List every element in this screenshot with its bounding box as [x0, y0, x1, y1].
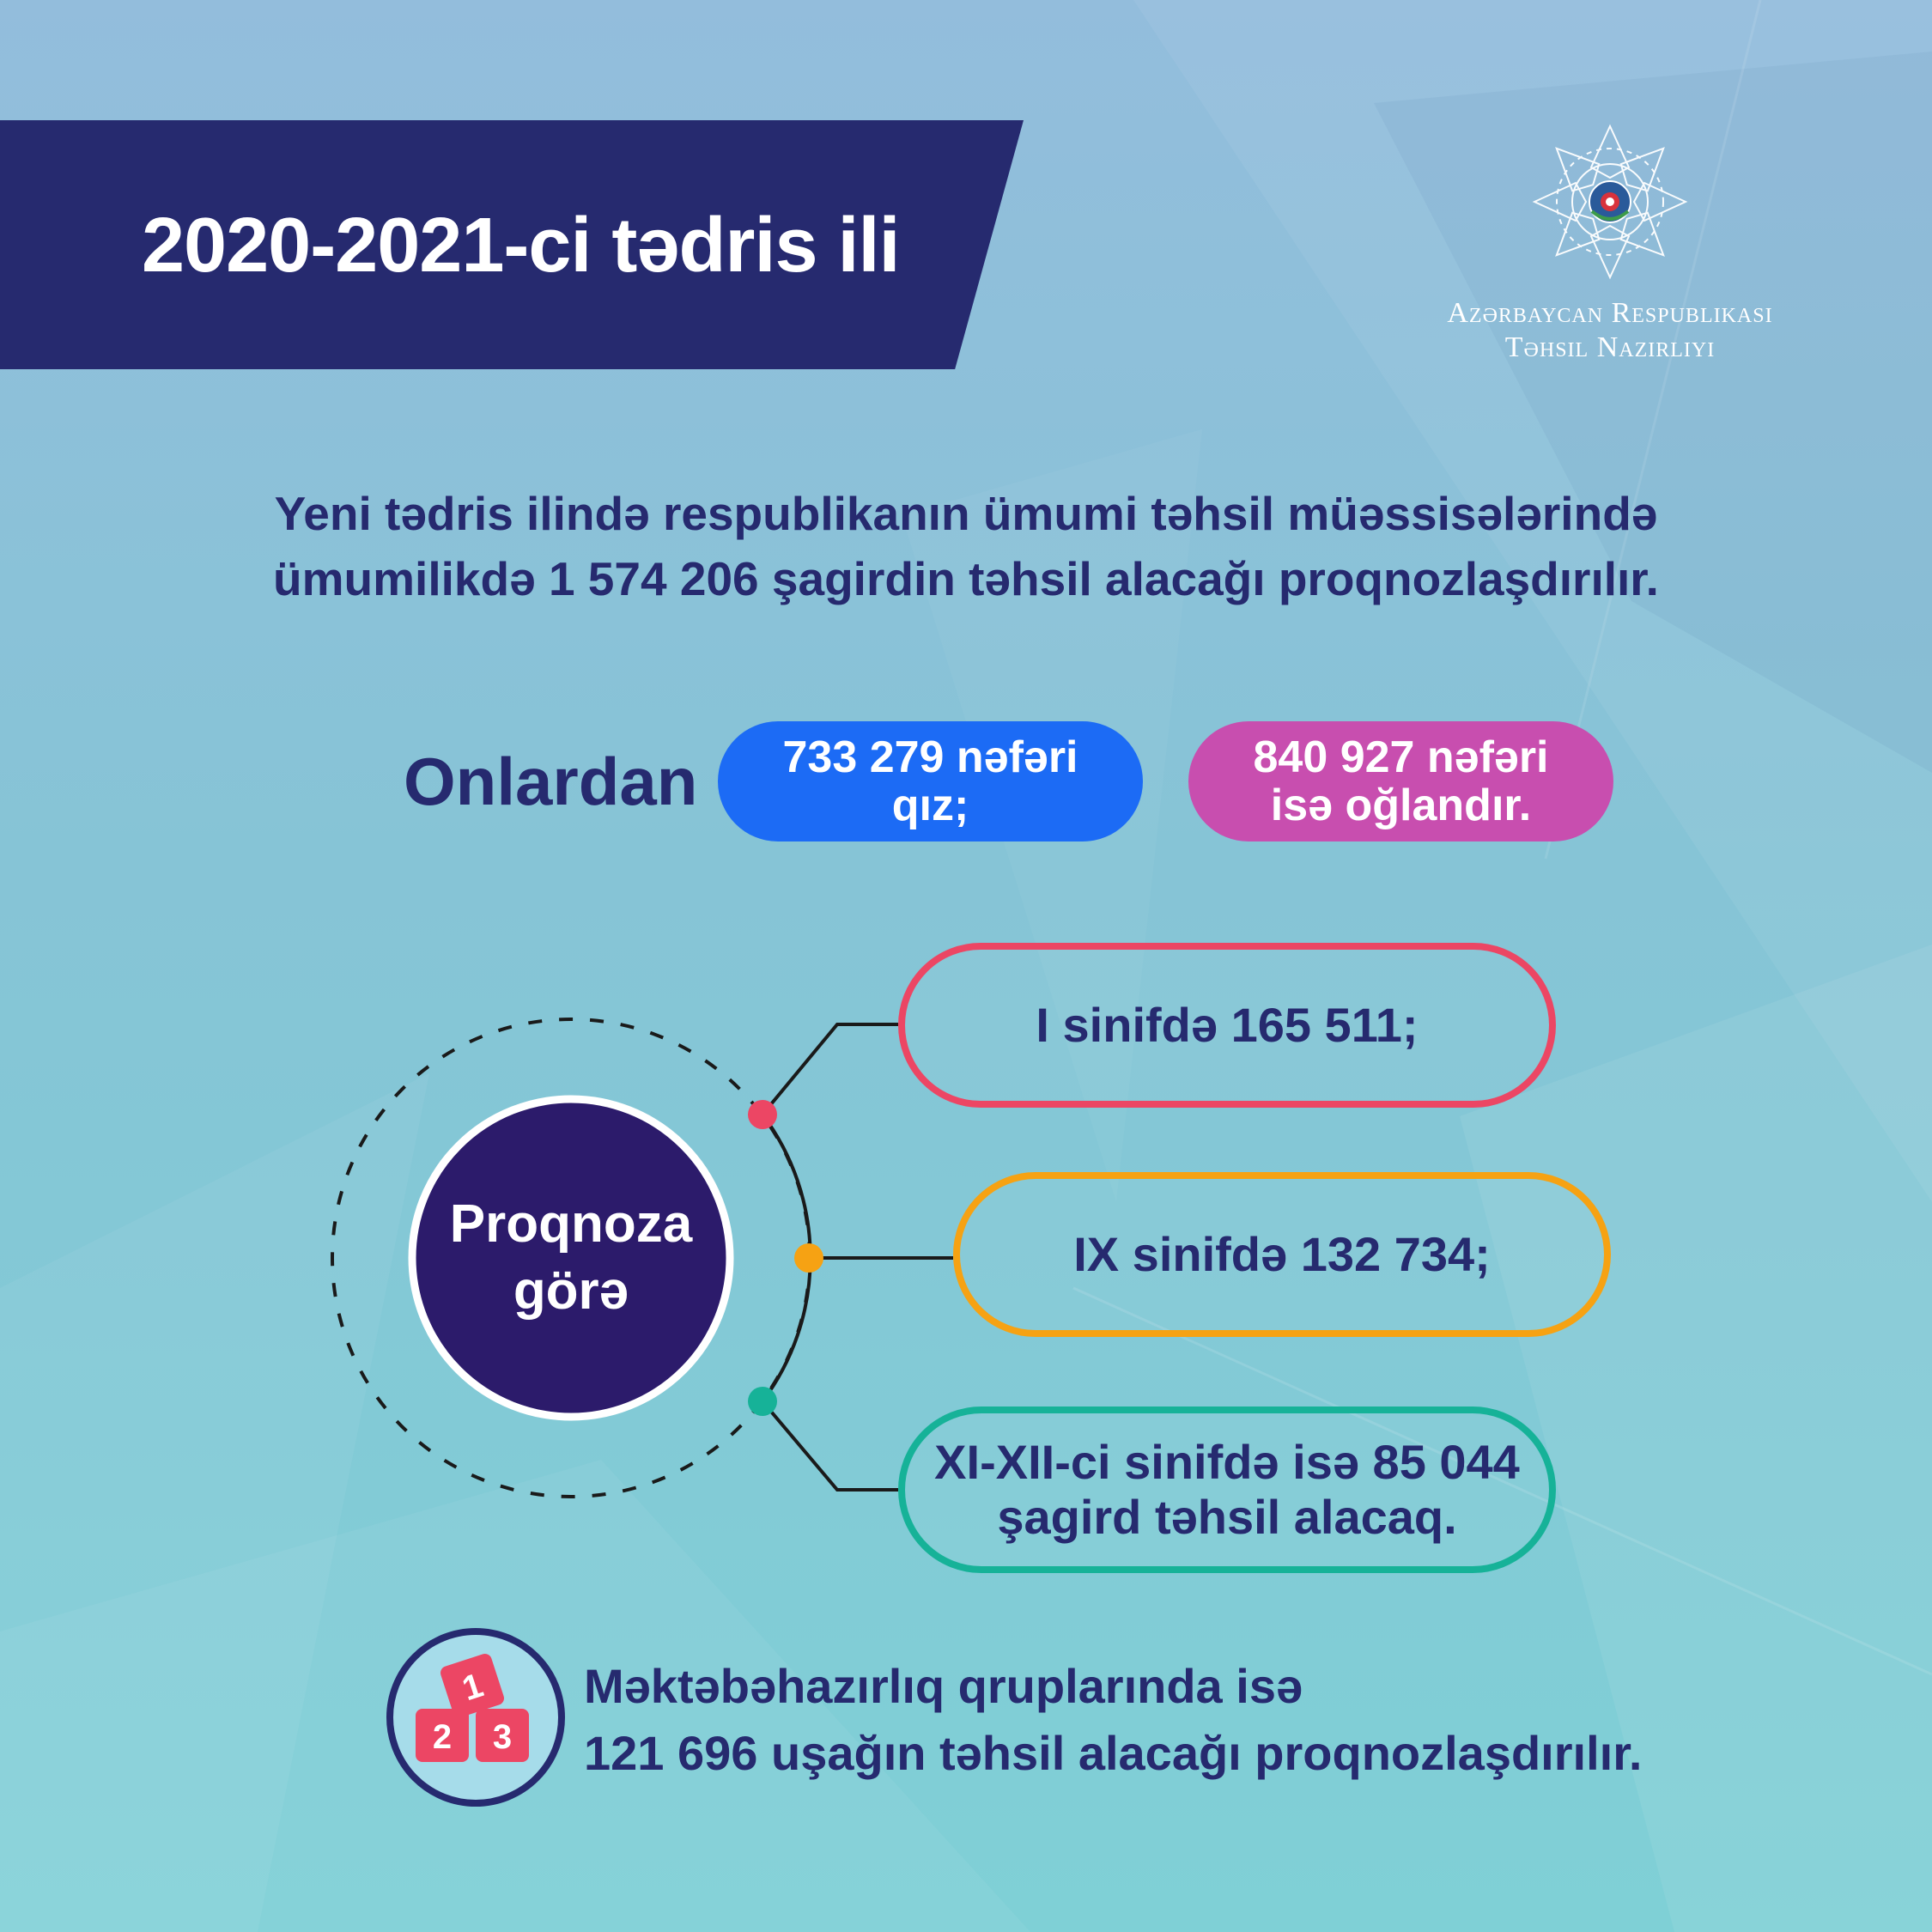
ministry-name-line1: Azərbaycan Respublikası [1447, 297, 1773, 329]
forecast-center-line2: görə [513, 1261, 629, 1321]
grade9-box [953, 1172, 1611, 1337]
dot-grade11 [748, 1387, 777, 1416]
number-blocks-icon [381, 1623, 570, 1812]
block-3-label: 3 [492, 1718, 513, 1756]
grade9-text: IX sinifdə 132 734; [1073, 1227, 1491, 1281]
page-title: 2020-2021-ci tədris ili [142, 203, 900, 289]
forecast-center-line1: Proqnoza [449, 1194, 693, 1254]
ministry-name-line2: Təhsil Nazirliyi [1504, 331, 1716, 363]
block-2-label: 2 [432, 1718, 453, 1756]
grade1-text: I sinifdə 165 511; [1036, 998, 1419, 1052]
girls-count-line1: 733 279 nəfəri [782, 732, 1078, 782]
grade1-box [898, 943, 1556, 1108]
dot-grade9 [794, 1243, 823, 1273]
preschool-text [584, 1653, 1700, 1787]
grade11-text-line1: XI-XII-ci sinifdə isə 85 044 [934, 1435, 1520, 1489]
boys-count-line2: isə oğlandır. [1270, 781, 1532, 830]
intro-line2: ümumilikdə 1 574 206 şagirdin təhsil alacağı proqnozlaşdırılır. [273, 552, 1659, 605]
grade11-text-line2: şagird təhsil alacaq. [997, 1490, 1457, 1544]
connector-grade11 [762, 1401, 898, 1490]
block-1-label: 1 [458, 1666, 488, 1709]
breakdown-lead: Onlardan [404, 744, 698, 819]
grade11-box [898, 1406, 1556, 1573]
intro-line1: Yeni tədris ilində respublikanın ümumi təhsil müəssisələrində [274, 487, 1658, 540]
forecast-center-label [412, 1099, 730, 1417]
boys-count-line1: 840 927 nəfəri [1253, 732, 1549, 782]
preschool-line1: Məktəbəhazırlıq qruplarında isə [584, 1659, 1303, 1713]
preschool-line2: 121 696 uşağın təhsil alacağı proqnozlaşdırılır. [584, 1726, 1643, 1780]
girls-count-line2: qız; [891, 781, 969, 830]
dot-grade1 [748, 1100, 777, 1129]
connector-grade1 [762, 1024, 898, 1115]
